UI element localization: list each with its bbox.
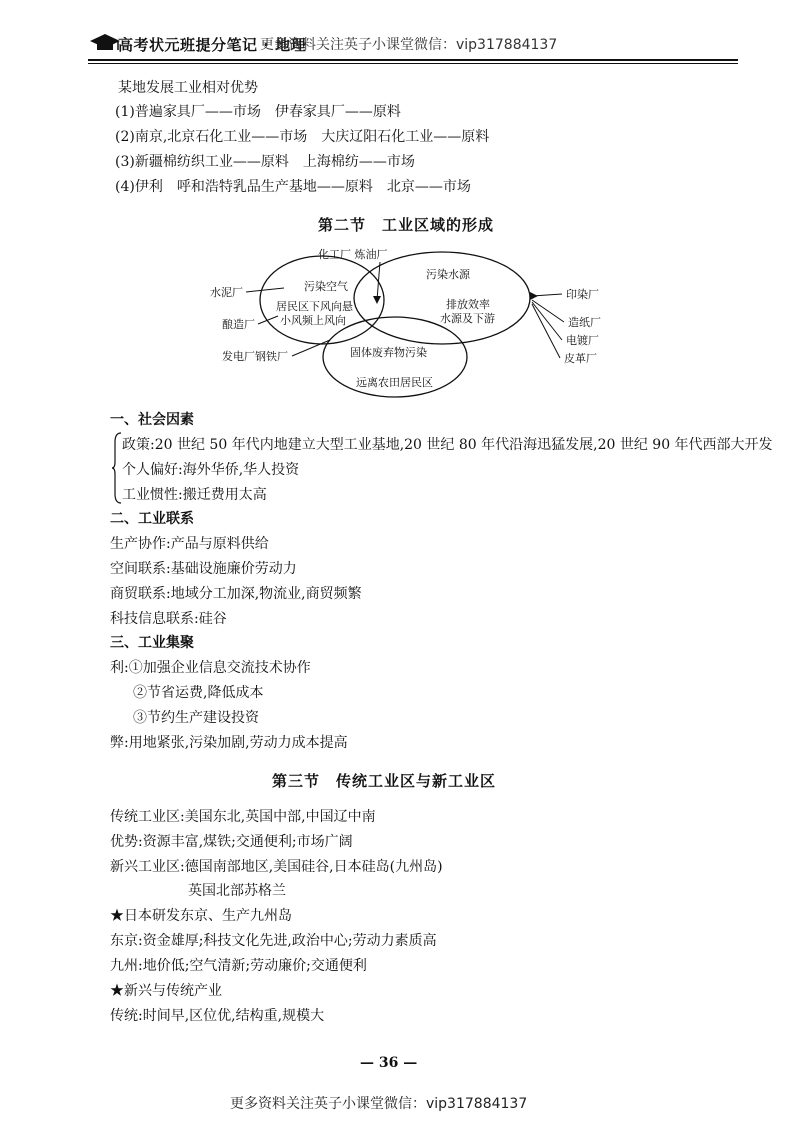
intro-item: (4)伊利 呼和浩特乳品生产基地——原料 北京——市场	[115, 179, 471, 195]
section3-item: 新兴工业区:德国南部地区,美国硅谷,日本硅岛(九州岛)	[110, 859, 443, 875]
page-header	[88, 28, 738, 68]
header-rule	[88, 59, 738, 61]
air-note: 居民区下风向悬	[276, 300, 353, 313]
social-item: 政策:20 世纪 50 年代内地建立大型工业基地,20 世纪 80 年代沿海迅猛发展,20 世纪 90 年代西部大开发	[122, 437, 773, 453]
section3-item: 优势:资源丰富,煤铁;交通便利;市场广阔	[110, 834, 353, 850]
water-note: 水源及下游	[440, 312, 495, 325]
water-label: 污染水源	[426, 268, 470, 281]
section3-item: 九州:地价低;空气清新;劳动廉价;交通便利	[110, 958, 367, 974]
left-label: 发电厂钢铁厂	[222, 350, 288, 363]
section-title: 第三节 传统工业区与新工业区	[272, 772, 497, 790]
graduation-cap-icon	[88, 32, 122, 54]
links-item: 空间联系:基础设施廉价劳动力	[110, 561, 297, 577]
page-number: — 36 —	[360, 1055, 418, 1071]
intro-heading: 某地发展工业相对优势	[118, 80, 258, 96]
cluster-item: ②节省运费,降低成本	[133, 685, 264, 701]
links-item: 科技信息联系:硅谷	[110, 611, 227, 627]
intro-item: (2)南京,北京石化工业——市场 大庆辽阳石化工业——原料	[115, 129, 490, 145]
social-item: 个人偏好:海外华侨,华人投资	[122, 462, 300, 478]
cluster-item: 弊:用地紧张,污染加剧,劳动力成本提高	[110, 735, 348, 751]
left-label: 酿造厂	[222, 318, 255, 331]
solid-note: 远离农田居民区	[356, 376, 433, 389]
solid-label: 固体废弃物污染	[350, 346, 427, 359]
links-item: 生产协作:产品与原料供给	[110, 536, 269, 552]
section3-item: 东京:资金雄厚;科技文化先进,政治中心;劳动力素质高	[110, 933, 437, 949]
air-label: 污染空气	[304, 280, 348, 293]
intro-item: (3)新疆棉纺织工业——原料 上海棉纺——市场	[115, 154, 415, 170]
section3-item: 传统工业区:美国东北,英国中部,中国辽中南	[110, 809, 376, 825]
header-watermark: 更多资料关注英子小课堂微信：vip317884137	[260, 37, 558, 53]
section3-item: 传统:时间早,区位优,结构重,规模大	[110, 1008, 325, 1024]
social-item: 工业惯性:搬迁费用太高	[122, 487, 267, 503]
air-note: 小风频上风向	[280, 314, 346, 327]
section-title: 第二节 工业区域的形成	[318, 216, 495, 234]
footer-watermark: 更多资料关注英子小课堂微信：vip317884137	[230, 1096, 528, 1112]
right-label: 印染厂	[566, 288, 599, 301]
cluster-item: 利:①加强企业信息交流技术协作	[110, 660, 311, 676]
intro-item: (1)普遍家具厂——市场 伊春家具厂——原料	[115, 104, 401, 120]
industrial-location-diagram	[200, 240, 610, 410]
brace-icon	[112, 432, 122, 504]
right-label: 皮革厂	[564, 352, 597, 365]
header-title: 高考状元班提分笔记 · 地理	[118, 36, 307, 54]
water-note: 排放效率	[446, 298, 490, 311]
section3-item: ★新兴与传统产业	[110, 983, 222, 999]
water-pollution-circle	[354, 252, 530, 344]
section3-item: 英国北部苏格兰	[188, 883, 286, 899]
left-label: 水泥厂	[210, 286, 243, 299]
header-rule-thin	[88, 63, 738, 64]
section3-item: ★日本研发东京、生产九州岛	[110, 908, 292, 924]
cluster-item: ③节约生产建设投资	[133, 710, 259, 726]
links-item: 商贸联系:地域分工加深,物流业,商贸频繁	[110, 586, 362, 602]
cluster-heading: 三、工业集聚	[110, 635, 194, 651]
social-heading: 一、社会因素	[110, 412, 194, 428]
links-heading: 二、工业联系	[110, 511, 194, 527]
right-label: 电镀厂	[566, 334, 599, 347]
top-label: 化工厂 炼油厂	[318, 248, 388, 261]
right-label: 造纸厂	[568, 316, 601, 329]
